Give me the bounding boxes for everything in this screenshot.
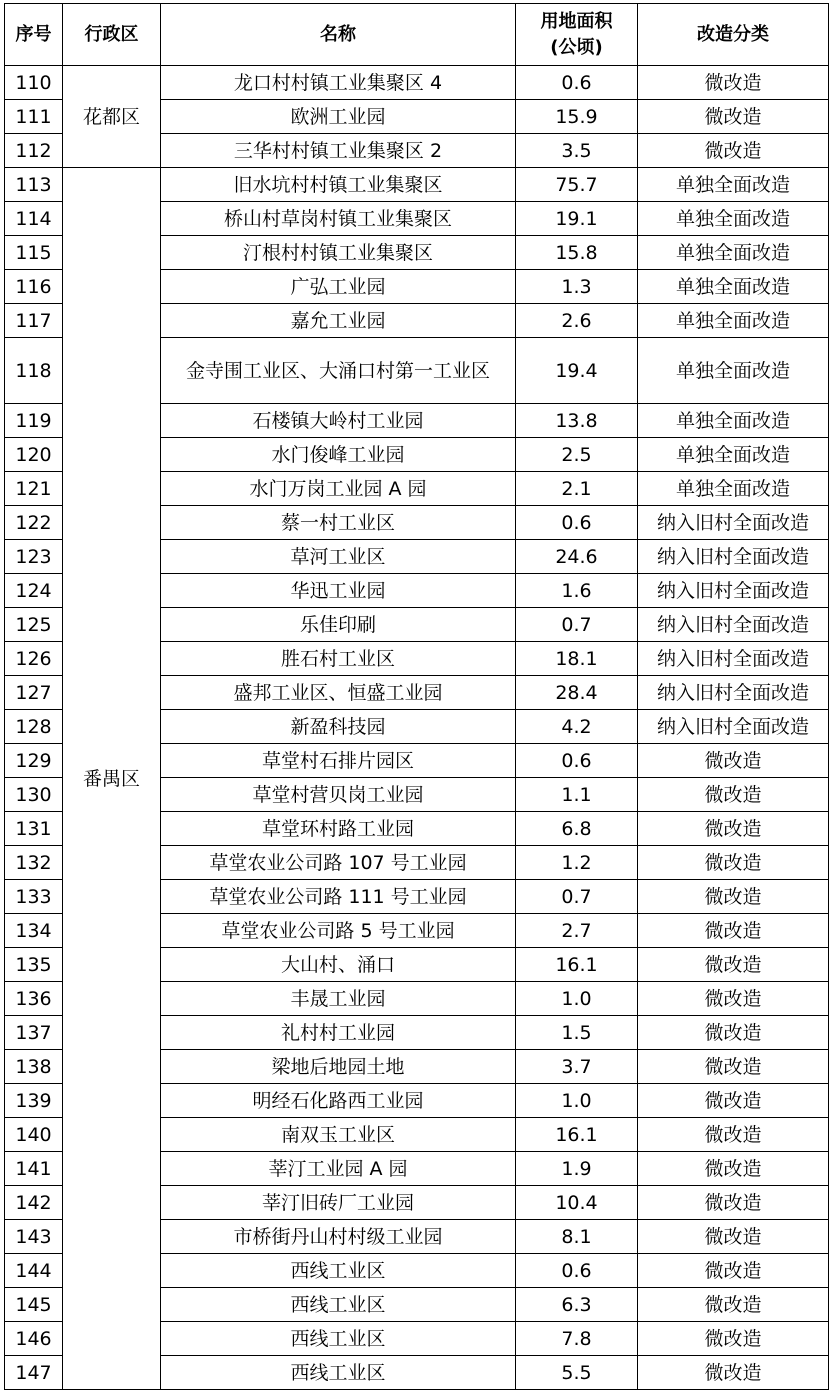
cell-area: 13.8 — [516, 404, 638, 438]
cell-district: 花都区 — [63, 66, 161, 168]
cell-seq: 116 — [5, 270, 63, 304]
cell-category: 纳入旧村全面改造 — [638, 506, 829, 540]
cell-area: 19.4 — [516, 338, 638, 404]
cell-name: 西线工业区 — [161, 1322, 516, 1356]
cell-area: 15.8 — [516, 236, 638, 270]
cell-category: 微改造 — [638, 1220, 829, 1254]
header-category: 改造分类 — [638, 4, 829, 66]
cell-name: 盛邦工业区、恒盛工业园 — [161, 676, 516, 710]
cell-area: 2.5 — [516, 438, 638, 472]
cell-name: 明经石化路西工业园 — [161, 1084, 516, 1118]
cell-category: 微改造 — [638, 1254, 829, 1288]
cell-area: 3.5 — [516, 134, 638, 168]
cell-area: 19.1 — [516, 202, 638, 236]
header-seq: 序号 — [5, 4, 63, 66]
cell-area: 0.6 — [516, 66, 638, 100]
cell-seq: 144 — [5, 1254, 63, 1288]
cell-area: 8.1 — [516, 1220, 638, 1254]
cell-name: 莘汀旧砖厂工业园 — [161, 1186, 516, 1220]
cell-area: 75.7 — [516, 168, 638, 202]
cell-category: 单独全面改造 — [638, 438, 829, 472]
cell-category: 微改造 — [638, 948, 829, 982]
cell-seq: 130 — [5, 778, 63, 812]
cell-seq: 137 — [5, 1016, 63, 1050]
cell-area: 6.3 — [516, 1288, 638, 1322]
cell-category: 单独全面改造 — [638, 236, 829, 270]
cell-name: 桥山村草岗村镇工业集聚区 — [161, 202, 516, 236]
cell-category: 微改造 — [638, 1118, 829, 1152]
cell-area: 24.6 — [516, 540, 638, 574]
cell-seq: 132 — [5, 846, 63, 880]
cell-seq: 140 — [5, 1118, 63, 1152]
cell-seq: 117 — [5, 304, 63, 338]
cell-area: 1.3 — [516, 270, 638, 304]
cell-category: 微改造 — [638, 1322, 829, 1356]
cell-name: 广弘工业园 — [161, 270, 516, 304]
cell-seq: 113 — [5, 168, 63, 202]
cell-seq: 139 — [5, 1084, 63, 1118]
cell-area: 5.5 — [516, 1356, 638, 1390]
cell-seq: 123 — [5, 540, 63, 574]
cell-area: 1.6 — [516, 574, 638, 608]
cell-area: 0.7 — [516, 880, 638, 914]
cell-seq: 119 — [5, 404, 63, 438]
cell-category: 微改造 — [638, 1016, 829, 1050]
cell-name: 水门俊峰工业园 — [161, 438, 516, 472]
cell-name: 草堂农业公司路 107 号工业园 — [161, 846, 516, 880]
cell-name: 嘉允工业园 — [161, 304, 516, 338]
cell-category: 纳入旧村全面改造 — [638, 676, 829, 710]
header-row — [5, 4, 829, 66]
cell-category: 单独全面改造 — [638, 472, 829, 506]
cell-seq: 135 — [5, 948, 63, 982]
cell-seq: 120 — [5, 438, 63, 472]
cell-category: 微改造 — [638, 1288, 829, 1322]
cell-area: 18.1 — [516, 642, 638, 676]
cell-name: 礼村村工业园 — [161, 1016, 516, 1050]
cell-area: 3.7 — [516, 1050, 638, 1084]
cell-category: 微改造 — [638, 880, 829, 914]
cell-category: 微改造 — [638, 1084, 829, 1118]
cell-area: 0.6 — [516, 1254, 638, 1288]
cell-name: 草堂农业公司路 111 号工业园 — [161, 880, 516, 914]
table-row — [5, 168, 829, 202]
cell-seq: 136 — [5, 982, 63, 1016]
table-container — [4, 3, 829, 1390]
cell-area: 1.0 — [516, 1084, 638, 1118]
cell-seq: 126 — [5, 642, 63, 676]
cell-category: 单独全面改造 — [638, 168, 829, 202]
cell-seq: 134 — [5, 914, 63, 948]
cell-name: 西线工业区 — [161, 1254, 516, 1288]
cell-seq: 124 — [5, 574, 63, 608]
cell-name: 西线工业区 — [161, 1356, 516, 1390]
cell-category: 微改造 — [638, 66, 829, 100]
cell-name: 旧水坑村村镇工业集聚区 — [161, 168, 516, 202]
cell-name: 龙口村村镇工业集聚区 4 — [161, 66, 516, 100]
cell-area: 4.2 — [516, 710, 638, 744]
cell-seq: 110 — [5, 66, 63, 100]
cell-name: 汀根村村镇工业集聚区 — [161, 236, 516, 270]
cell-category: 单独全面改造 — [638, 270, 829, 304]
cell-category: 微改造 — [638, 100, 829, 134]
cell-area: 1.1 — [516, 778, 638, 812]
cell-name: 莘汀工业园 A 园 — [161, 1152, 516, 1186]
cell-area: 16.1 — [516, 1118, 638, 1152]
cell-name: 新盈科技园 — [161, 710, 516, 744]
cell-category: 微改造 — [638, 846, 829, 880]
cell-name: 南双玉工业区 — [161, 1118, 516, 1152]
cell-category: 纳入旧村全面改造 — [638, 642, 829, 676]
cell-name: 蔡一村工业区 — [161, 506, 516, 540]
cell-seq: 122 — [5, 506, 63, 540]
cell-category: 微改造 — [638, 744, 829, 778]
cell-name: 胜石村工业区 — [161, 642, 516, 676]
cell-name: 草堂农业公司路 5 号工业园 — [161, 914, 516, 948]
cell-seq: 147 — [5, 1356, 63, 1390]
cell-seq: 111 — [5, 100, 63, 134]
cell-seq: 121 — [5, 472, 63, 506]
cell-area: 0.6 — [516, 506, 638, 540]
cell-area: 6.8 — [516, 812, 638, 846]
cell-area: 16.1 — [516, 948, 638, 982]
cell-category: 纳入旧村全面改造 — [638, 608, 829, 642]
cell-seq: 141 — [5, 1152, 63, 1186]
cell-area: 28.4 — [516, 676, 638, 710]
cell-seq: 112 — [5, 134, 63, 168]
cell-seq: 127 — [5, 676, 63, 710]
cell-category: 微改造 — [638, 1186, 829, 1220]
cell-seq: 142 — [5, 1186, 63, 1220]
cell-name: 丰晟工业园 — [161, 982, 516, 1016]
cell-name: 市桥街丹山村村级工业园 — [161, 1220, 516, 1254]
cell-area: 1.9 — [516, 1152, 638, 1186]
cell-name: 大山村、涌口 — [161, 948, 516, 982]
cell-category: 单独全面改造 — [638, 304, 829, 338]
cell-area: 2.7 — [516, 914, 638, 948]
header-district: 行政区 — [63, 4, 161, 66]
header-area: 用地面积 (公顷) — [516, 4, 638, 66]
cell-seq: 133 — [5, 880, 63, 914]
cell-category: 纳入旧村全面改造 — [638, 540, 829, 574]
cell-name: 水门万岗工业园 A 园 — [161, 472, 516, 506]
cell-name: 三华村村镇工业集聚区 2 — [161, 134, 516, 168]
cell-name: 草堂环村路工业园 — [161, 812, 516, 846]
cell-category: 微改造 — [638, 1356, 829, 1390]
cell-seq: 145 — [5, 1288, 63, 1322]
cell-seq: 131 — [5, 812, 63, 846]
cell-name: 草堂村石排片园区 — [161, 744, 516, 778]
cell-category: 微改造 — [638, 1152, 829, 1186]
cell-area: 2.1 — [516, 472, 638, 506]
cell-district: 番禺区 — [63, 168, 161, 1390]
cell-seq: 118 — [5, 338, 63, 404]
cell-name: 梁地后地园土地 — [161, 1050, 516, 1084]
industrial-park-table — [4, 3, 829, 1390]
cell-category: 微改造 — [638, 778, 829, 812]
cell-name: 金寺围工业区、大涌口村第一工业区 — [161, 338, 516, 404]
cell-area: 15.9 — [516, 100, 638, 134]
cell-category: 单独全面改造 — [638, 202, 829, 236]
cell-name: 石楼镇大岭村工业园 — [161, 404, 516, 438]
cell-area: 1.2 — [516, 846, 638, 880]
cell-area: 0.6 — [516, 744, 638, 778]
table-body — [5, 66, 829, 1390]
cell-area: 10.4 — [516, 1186, 638, 1220]
cell-seq: 146 — [5, 1322, 63, 1356]
cell-seq: 143 — [5, 1220, 63, 1254]
cell-category: 纳入旧村全面改造 — [638, 574, 829, 608]
cell-category: 微改造 — [638, 134, 829, 168]
cell-seq: 114 — [5, 202, 63, 236]
cell-name: 草河工业区 — [161, 540, 516, 574]
cell-name: 欧洲工业园 — [161, 100, 516, 134]
cell-seq: 129 — [5, 744, 63, 778]
cell-seq: 138 — [5, 1050, 63, 1084]
cell-area: 7.8 — [516, 1322, 638, 1356]
cell-name: 草堂村营贝岗工业园 — [161, 778, 516, 812]
cell-category: 微改造 — [638, 982, 829, 1016]
cell-seq: 125 — [5, 608, 63, 642]
cell-area: 1.0 — [516, 982, 638, 1016]
header-name: 名称 — [161, 4, 516, 66]
cell-category: 微改造 — [638, 1050, 829, 1084]
cell-category: 微改造 — [638, 812, 829, 846]
cell-category: 纳入旧村全面改造 — [638, 710, 829, 744]
cell-seq: 128 — [5, 710, 63, 744]
cell-name: 华迅工业园 — [161, 574, 516, 608]
cell-seq: 115 — [5, 236, 63, 270]
cell-area: 0.7 — [516, 608, 638, 642]
cell-area: 2.6 — [516, 304, 638, 338]
cell-name: 西线工业区 — [161, 1288, 516, 1322]
cell-category: 微改造 — [638, 914, 829, 948]
cell-category: 单独全面改造 — [638, 338, 829, 404]
cell-category: 单独全面改造 — [638, 404, 829, 438]
table-row — [5, 66, 829, 100]
cell-name: 乐佳印刷 — [161, 608, 516, 642]
cell-area: 1.5 — [516, 1016, 638, 1050]
